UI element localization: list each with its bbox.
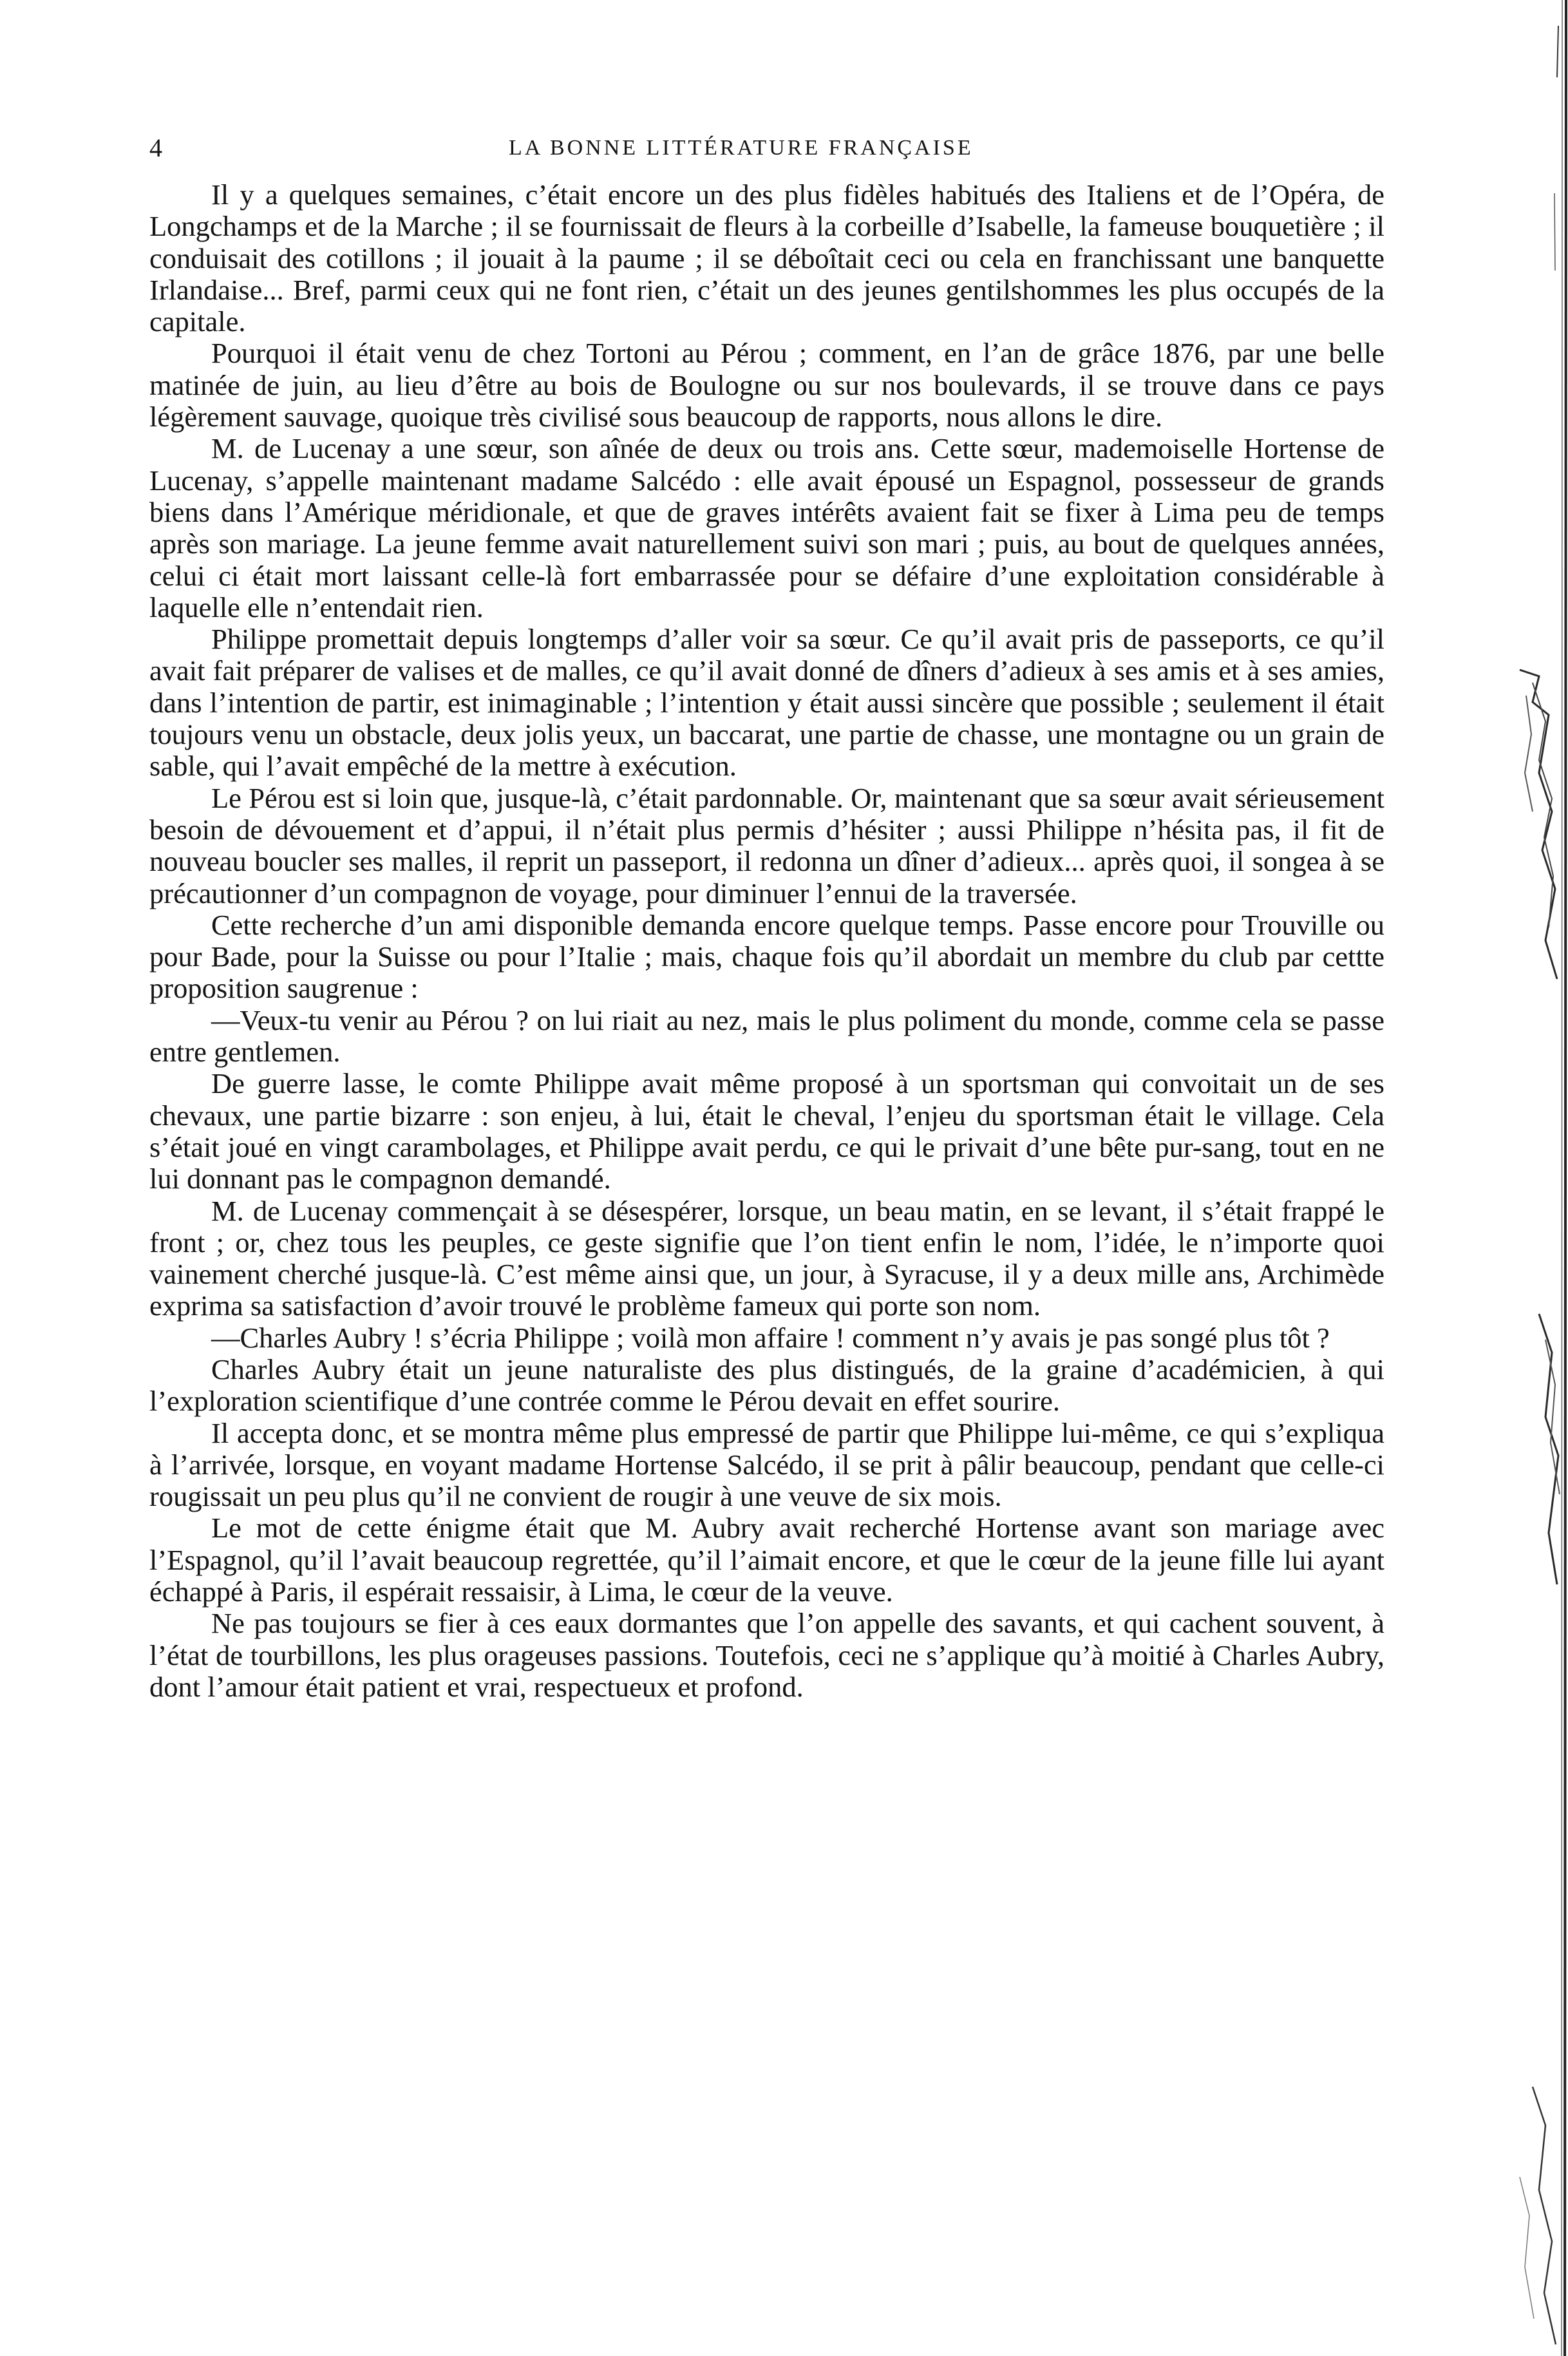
paragraph: Pourquoi il était venu de chez Tortoni au Pérou ; comment, en l’an de grâce 1876, par une belle matinée de juin, au lieu d’être au bois de Boulogne ou sur nos boulevards, il se trouve dans ce pays légèrement sauvage, quoique très civilisé sous beaucoup de rapports, nous allons le dire.	[149, 337, 1384, 433]
paragraph: Philippe promettait depuis longtemps d’aller voir sa sœur. Ce qu’il avait pris de passeports, ce qu’il avait fait préparer de valises et de malles, ce qu’il avait donné de dîners d’adieux à ses amis et à ses amies, dans l’intention de partir, est inimaginable ; l’intention y était aussi sincère que possible ; seulement il était toujours venu un obstacle, deux jolis yeux, un baccarat, une partie de chasse, une montagne ou un grain de sable, qui l’avait empêché de la mettre à exécution.	[149, 623, 1384, 783]
page-number: 4	[149, 133, 162, 162]
paragraph: Il y a quelques semaines, c’était encore un des plus fidèles habitués des Italiens et de l’Opéra, de Longchamps et de la Marche ; il se fournissait de fleurs à la corbeille d’Isabelle, la fameuse bouquetière ; il conduisait des cotillons ; il jouait à la paume ; il se déboîtait ceci ou cela en franchissant une banquette Irlandaise... Bref, parmi ceux qui ne font rien, c’était un des jeunes gentilshommes les plus occupés de la capitale.	[149, 178, 1384, 338]
paragraph: Le mot de cette énigme était que M. Aubry avait recherché Hortense avant son mariage avec l’Espagnol, qu’il l’avait beaucoup regrettée, qu’il l’aimait encore, et que le cœur de la jeune fille lui ayant échappé à Paris, il espérait ressaisir, à Lima, le cœur de la veuve.	[149, 1512, 1384, 1608]
paragraph: Ne pas toujours se fier à ces eaux dormantes que l’on appelle des savants, et qui cachent souvent, à l’état de tourbillons, les plus orageuses passions. Toutefois, ceci ne s’applique qu’à moitié à Charles Aubry, dont l’amour était patient et vrai, respectueux et profond.	[149, 1607, 1384, 1703]
dialogue-line: —Veux-tu venir au Pérou ? on lui riait au nez, mais le plus poliment du monde, comme cela se passe entre gentlemen.	[149, 1003, 1384, 1069]
paragraph: M. de Lucenay commençait à se désespérer, lorsque, un beau matin, en se levant, il s’était frappé le front ; or, chez tous les peuples, ce geste signifie que l’on tient enfin le nom, l’idée, le n’importe quoi vainement cherché jusque-là. C’est même ainsi que, un jour, à Syracuse, il y a deux mille ans, Archimède exprima sa satisfaction d’avoir trouvé le problème fameux qui porte son nom.	[149, 1194, 1384, 1322]
dialogue-line: —Charles Aubry ! s’écria Philippe ; voilà mon affaire ! comment n’y avais je pas songé plus tôt ?	[211, 1321, 1330, 1354]
paragraph: Il accepta donc, et se montra même plus empressé de partir que Philippe lui-même, ce qui s’expliqua à l’arrivée, lorsque, en voyant madame Hortense Salcédo, il se prit à pâlir beaucoup, pendant que celle-ci rougissait un peu plus qu’il ne convient de rougir à une veuve de six mois.	[149, 1416, 1384, 1513]
body-text	[149, 179, 1384, 1703]
paragraph: De guerre lasse, le comte Philippe avait même proposé à un sportsman qui convoitait un de ses chevaux, une partie bizarre : son enjeu, à lui, était le cheval, l’enjeu du sportsman était le village. Cela s’était joué en vingt carambolages, et Philippe avait perdu, ce qui le privait d’une bête pur-sang, tout en ne lui donnant pas le compagnon demandé.	[149, 1067, 1384, 1195]
paragraph: M. de Lucenay a une sœur, son aînée de deux ou trois ans. Cette sœur, mademoiselle Hortense de Lucenay, s’appelle maintenant madame Salcédo : elle avait épousé un Espagnol, possesseur de grands biens dans l’Amérique méridionale, et que de graves intérêts avaient fait se fixer à Lima peu de temps après son mariage. La jeune femme avait naturellement suivi son mari ; puis, au bout de quelques années, celui ci était mort laissant celle-là fort embarrassée pour se défaire d’une exploitation considérable à laquelle elle n’entendait rien.	[149, 432, 1384, 623]
paragraph: Charles Aubry était un jeune naturaliste des plus distingués, de la graine d’académicien, à qui l’exploration scientifique d’une contrée comme le Pérou devait en effet sourire.	[149, 1353, 1384, 1418]
paragraph: Cette recherche d’un ami disponible demanda encore quelque temps. Passe encore pour Trouville ou pour Bade, pour la Suisse ou pour l’Italie ; mais, chaque fois qu’il abordait un membre du club par cettte proposition saugrenue :	[149, 908, 1384, 1005]
page-header	[0, 129, 1568, 167]
paragraph: Le Pérou est si loin que, jusque-là, c’était pardonnable. Or, maintenant que sa sœur avait sérieusement besoin de dévouement et d’appui, il n’était plus permis d’hésiter ; aussi Philippe n’hésita pas, il fit de nouveau boucler ses malles, il reprit un passeport, il redonna un dîner d’adieux... après quoi, il songea à se précautionner d’un compagnon de voyage, pour diminuer l’ennui de la traversée.	[149, 781, 1384, 909]
running-title: LA BONNE LITTÉRATURE FRANÇAISE	[509, 136, 974, 160]
scan-edge-noise	[1442, 0, 1568, 2356]
